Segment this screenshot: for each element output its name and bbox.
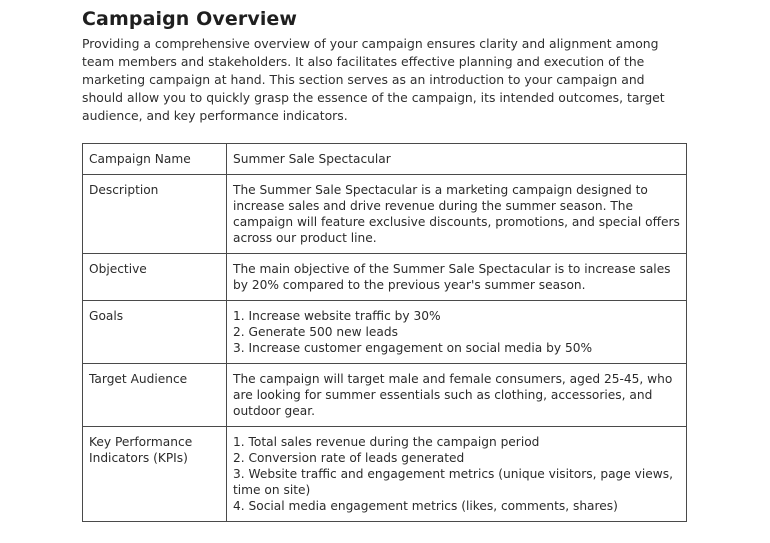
table-row-target-audience <box>83 364 687 427</box>
row-label: Target Audience <box>83 364 227 427</box>
table-row-description <box>83 175 687 254</box>
list-item: 3. Website traffic and engagement metrics (unique visitors, page views, time on site) <box>233 467 673 497</box>
list-item: 2. Conversion rate of leads generated <box>233 451 465 465</box>
table-row-campaign-name <box>83 144 687 175</box>
row-value: The campaign will target male and female consumers, aged 25-45, who are looking for summer essentials such as clothing, accessories, and outdoor gear. <box>227 364 687 427</box>
list-item: 1. Increase website traffic by 30% <box>233 309 441 323</box>
row-label: Objective <box>83 254 227 301</box>
row-value: The Summer Sale Spectacular is a marketing campaign designed to increase sales and drive revenue during the summer season. The campaign will feature exclusive discounts, promotions, and special offers across our product line. <box>227 175 687 254</box>
row-value: Summer Sale Spectacular <box>227 144 687 175</box>
list-item: 2. Generate 500 new leads <box>233 325 398 339</box>
row-value: The main objective of the Summer Sale Spectacular is to increase sales by 20% compared to the previous year's summer season. <box>227 254 687 301</box>
list-item: 1. Total sales revenue during the campaign period <box>233 435 540 449</box>
list-item: 3. Increase customer engagement on social media by 50% <box>233 341 593 355</box>
document-page <box>82 0 688 513</box>
intro-paragraph: Providing a comprehensive overview of your campaign ensures clarity and alignment among team members and stakeholders. It also facilitates effective planning and execution of the marketing campaign at hand. This section serves as an introduction to your campaign and should allow you to quickly grasp the essence of the campaign, its intended outcomes, target audience, and key performance indicators. <box>82 36 665 124</box>
row-label: Key Performance Indicators (KPIs) <box>83 427 227 522</box>
campaign-overview-table <box>82 143 687 522</box>
list-item: 4. Social media engagement metrics (likes, comments, shares) <box>233 499 618 513</box>
table-row-goals <box>83 301 687 364</box>
table-row-kpis <box>83 427 687 522</box>
row-label: Description <box>83 175 227 254</box>
row-label: Goals <box>83 301 227 364</box>
row-value-list <box>227 427 687 522</box>
table-row-objective <box>83 254 687 301</box>
row-value-list <box>227 301 687 364</box>
row-label: Campaign Name <box>83 144 227 175</box>
page-title: Campaign Overview <box>82 8 298 30</box>
